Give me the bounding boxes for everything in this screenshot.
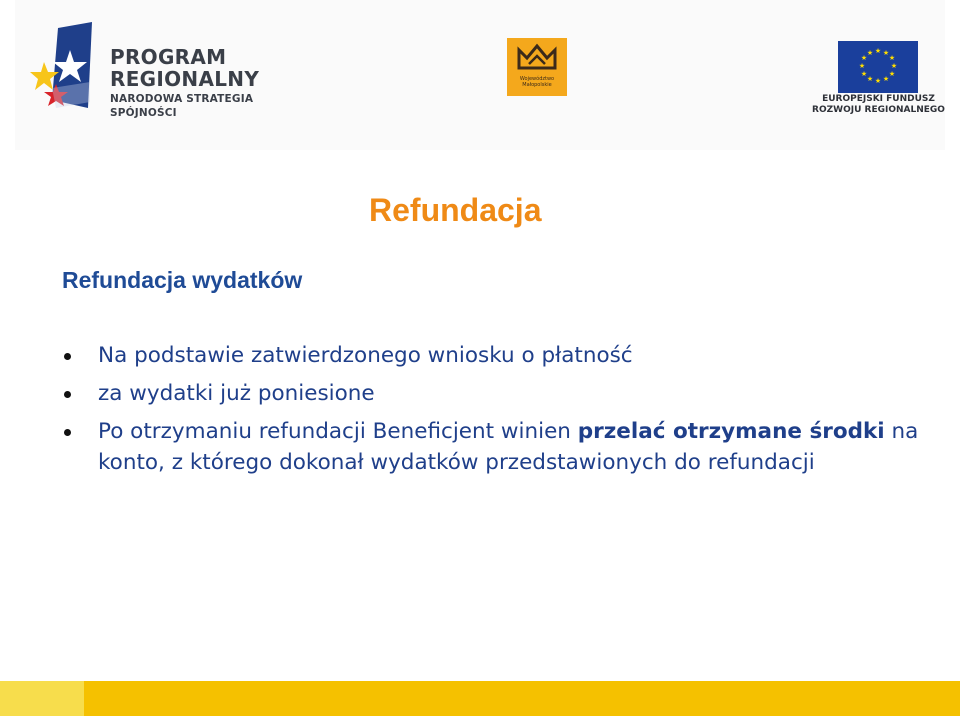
regionalny-line: REGIONALNY	[110, 67, 260, 91]
svg-text:★: ★	[866, 75, 874, 83]
svg-text:★: ★	[874, 47, 882, 55]
bullet-text: na konto, z którego dokonał wydatków przedstawionych do refundacji	[98, 419, 919, 475]
svg-text:★: ★	[860, 70, 868, 78]
svg-text:★: ★	[888, 54, 896, 62]
strategia-line: NARODOWA STRATEGIA SPÓJNOŚCI	[110, 93, 254, 119]
svg-text:★: ★	[890, 62, 898, 70]
svg-text:★: ★	[858, 62, 866, 70]
svg-text:★: ★	[860, 54, 868, 62]
svg-text:★: ★	[874, 77, 882, 85]
program-regionalny-logo	[30, 22, 320, 117]
svg-text:★: ★	[882, 75, 890, 83]
eu-fund-text	[806, 94, 951, 116]
eu-fund-line2: ROZWOJU REGIONALNEGO	[812, 105, 945, 115]
footer-accent	[0, 681, 84, 716]
bullet-list	[62, 340, 922, 485]
malopolskie-line: Małopolskie	[522, 82, 552, 88]
malopolska-crown-icon	[507, 38, 567, 78]
bullet-item	[62, 416, 922, 478]
eu-stars-icon	[838, 41, 918, 93]
slide-title: Refundacja	[369, 192, 542, 228]
bullet-item: za wydatki już poniesione	[62, 378, 922, 409]
program-regionalny-star-icon	[30, 22, 110, 114]
svg-text:★: ★	[888, 70, 896, 78]
wojewodztwo-line: Województwo	[519, 76, 555, 82]
bullet-text: Po otrzymaniu refundacji Beneficjent winien	[98, 419, 578, 444]
footer-bar	[0, 681, 960, 716]
slide-subtitle: Refundacja wydatków	[62, 267, 303, 293]
bullet-bold-text: przelać otrzymane środki	[577, 419, 885, 444]
wojewodztwo-text	[507, 76, 567, 88]
svg-text:★: ★	[866, 49, 874, 57]
eu-flag	[838, 41, 918, 93]
eu-fund-line1: EUROPEJSKI FUNDUSZ	[822, 94, 935, 104]
svg-text:★: ★	[882, 49, 890, 57]
wojewodztwo-malopolskie-logo	[507, 38, 567, 96]
bullet-item: Na podstawie zatwierdzonego wniosku o płatność	[62, 340, 922, 371]
program-regionalny-text	[110, 46, 320, 120]
program-line: PROGRAM	[110, 45, 227, 69]
